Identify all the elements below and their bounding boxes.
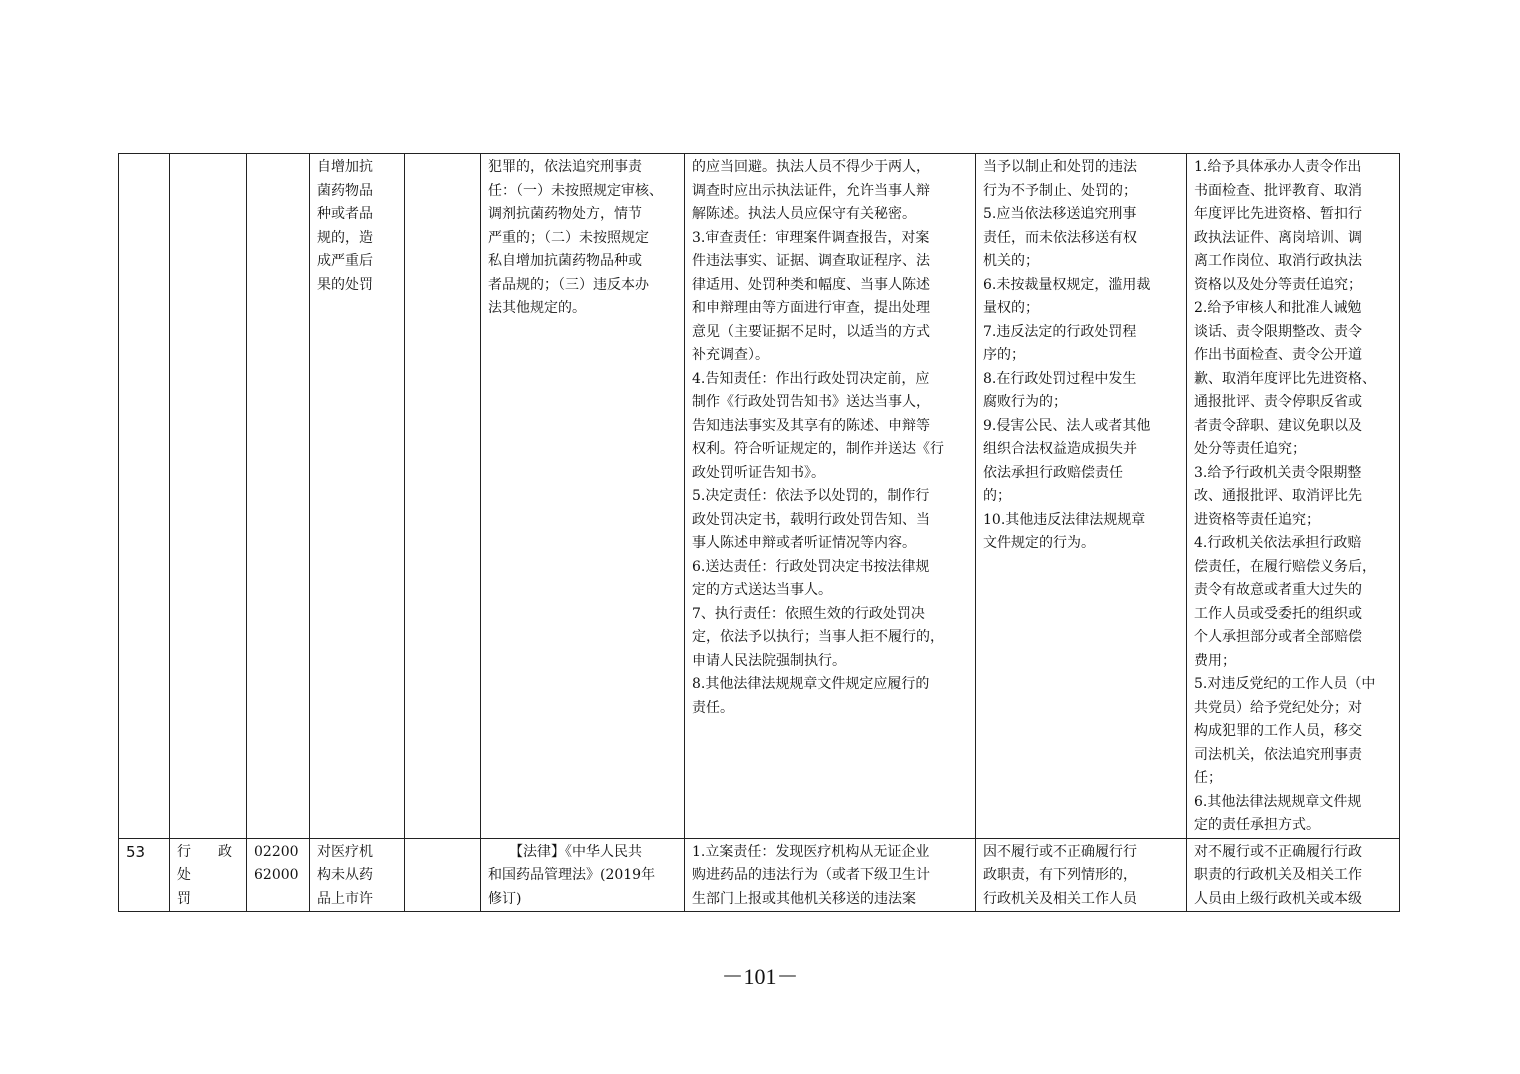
- cell-item: [310, 154, 405, 839]
- cell-basis: [481, 838, 685, 912]
- cell-line: 制作《行政处罚告知书》送达当事人，: [692, 394, 930, 410]
- cell-line: 权利。符合听证规定的，制作并送达《行: [692, 441, 944, 457]
- cell-line: 意见（主要证据不足时，以适当的方式: [692, 323, 930, 340]
- cell-line: 菌药物品: [317, 182, 373, 199]
- cell-line: 因不履行或不正确履行行: [983, 843, 1137, 860]
- cell-line: 4.行政机关依法承担行政赔: [1194, 535, 1362, 551]
- cell-line: 02200: [254, 843, 299, 860]
- cell-line: 8.在行政处罚过程中发生: [983, 370, 1137, 387]
- cell-subitem: [405, 838, 481, 912]
- cell-line: 人员由上级行政机关或本级: [1194, 890, 1362, 907]
- cell-line: 政处罚听证告知书》。: [692, 464, 825, 481]
- cell-line: 进资格等责任追究；: [1194, 511, 1320, 528]
- cell-line: 6.未按裁量权规定，滥用裁: [983, 276, 1151, 293]
- cell-line: 自增加抗: [317, 159, 373, 175]
- cell-line: 规的，造: [317, 229, 373, 246]
- table-row: [119, 838, 1400, 912]
- cell-line: 品上市许: [317, 890, 373, 907]
- cell-line: 工作人员或受委托的组织或: [1194, 605, 1362, 622]
- cell-line: 3.审查责任：审理案件调查报告，对案: [692, 229, 930, 246]
- cell-line: 7.违反法定的行政处罚程: [983, 323, 1137, 340]
- cell-line: 7、执行责任：依照生效的行政处罚决: [692, 605, 925, 622]
- cell-line: 和申辩理由等方面进行审查，提出处理: [692, 300, 930, 316]
- cell-line: 修订): [488, 890, 522, 907]
- cell-line: 事人陈述申辩或者听证情况等内容。: [692, 535, 916, 551]
- cell-line: 的；: [983, 488, 1011, 504]
- cell-line: 生部门上报或其他机关移送的违法案: [692, 890, 916, 907]
- cell-category: [170, 838, 247, 912]
- page-number: －101－: [721, 964, 799, 989]
- cell-line: 组织合法权益造成损失并: [983, 441, 1137, 457]
- cell-line: 法其他规定的。: [488, 300, 586, 316]
- cell-line: 调剂抗菌药物处方，情节: [488, 206, 642, 222]
- cell-line: 责令有故意或者重大过失的: [1194, 582, 1362, 598]
- cell-line: 构未从药: [317, 867, 373, 883]
- cell-line: 机关的；: [983, 253, 1039, 269]
- cell-line: 6.送达责任：行政处罚决定书按法律规: [692, 558, 930, 575]
- cell-code: [247, 838, 310, 912]
- cell-line: 1.给予具体承办人责令作出: [1194, 159, 1362, 175]
- cell-line: 者品规的；（三）违反本办: [488, 276, 649, 293]
- cell-line: 谈话、责令限期整改、责令: [1194, 323, 1362, 340]
- cell-basis: [481, 154, 685, 839]
- cell-no: 53: [119, 838, 170, 912]
- cell-line: 对医疗机: [317, 843, 373, 860]
- cell-line: 行政机关及相关工作人员: [983, 890, 1137, 907]
- cell-line: 腐败行为的；: [983, 394, 1067, 410]
- cell-line: 对不履行或不正确履行行政: [1194, 843, 1362, 860]
- cell-duty: [685, 838, 976, 912]
- cell-line: 犯罪的，依法追究刑事责: [488, 159, 642, 175]
- cell-line: 资格以及处分等责任追究；: [1194, 276, 1362, 293]
- cell-line: 5.对违反党纪的工作人员（中: [1194, 676, 1376, 692]
- cell-accountability-measures: [1187, 838, 1400, 912]
- cell-line: 当予以制止和处罚的违法: [983, 159, 1137, 175]
- cell-line: 定的责任承担方式。: [1194, 817, 1320, 833]
- cell-line: 量权的；: [983, 300, 1039, 316]
- cell-line: 作出书面检查、责令公开道: [1194, 347, 1362, 363]
- cell-line: 【法律】《中华人民共: [488, 843, 642, 860]
- cell-line: 构成犯罪的工作人员，移交: [1194, 723, 1362, 739]
- cell-line: 和国药品管理法》(2019年: [488, 867, 656, 883]
- cell-item: [310, 838, 405, 912]
- cell-code: [247, 154, 310, 839]
- responsibility-table: [118, 153, 1400, 912]
- cell-line: 的应当回避。执法人员不得少于两人，: [692, 159, 930, 175]
- cell-line: 定，依法予以执行；当事人拒不履行的，: [692, 629, 944, 645]
- cell-line: 任：（一）未按照规定审核、: [488, 182, 663, 199]
- cell-line: 3.给予行政机关责令限期整: [1194, 464, 1362, 481]
- cell-line: 1.立案责任：发现医疗机构从无证企业: [692, 843, 930, 860]
- cell-line: 行为不予制止、处罚的；: [983, 182, 1137, 199]
- cell-duty: [685, 154, 976, 839]
- cell-line: 告知违法事实及其享有的陈述、申辩等: [692, 417, 930, 434]
- cell-line: 文件规定的行为。: [983, 535, 1095, 551]
- cell-accountability-measures: [1187, 154, 1400, 839]
- cell-line: 定的方式送达当事人。: [692, 582, 832, 598]
- cell-line: 严重的；（二）未按照规定: [488, 229, 649, 246]
- cell-line: 成严重后: [317, 253, 373, 269]
- cell-line: 2.给予审核人和批准人诫勉: [1194, 300, 1362, 316]
- cell-line: 费用；: [1194, 652, 1236, 669]
- cell-line: 偿责任，在履行赔偿义务后，: [1194, 558, 1376, 575]
- cell-accountability-cases: [976, 154, 1187, 839]
- cell-no: [119, 154, 170, 839]
- table-row: [119, 154, 1400, 839]
- cell-line: 歉、取消年度评比先进资格、: [1194, 370, 1376, 387]
- cell-line: 书面检查、批评教育、取消: [1194, 182, 1362, 199]
- cell-line: 政职责，有下列情形的，: [983, 867, 1137, 883]
- cell-line: 8.其他法律法规规章文件规定应履行的: [692, 676, 930, 692]
- cell-line: 件违法事实、证据、调查取证程序、法: [692, 253, 930, 269]
- cell-line: 4.告知责任：作出行政处罚决定前，应: [692, 370, 930, 387]
- cell-subitem: [405, 154, 481, 839]
- cell-line: 处分等责任追究；: [1194, 441, 1306, 457]
- cell-line: 序的；: [983, 347, 1025, 363]
- cell-line: 私自增加抗菌药物品种或: [488, 253, 642, 269]
- cell-line: 9.侵害公民、法人或者其他: [983, 417, 1151, 434]
- cell-line: 律适用、处罚种类和幅度、当事人陈述: [692, 276, 930, 293]
- cell-line: 职责的行政机关及相关工作: [1194, 867, 1362, 883]
- cell-line: 解陈述。执法人员应保守有关秘密。: [692, 206, 916, 222]
- cell-line: 种或者品: [317, 206, 373, 222]
- cell-line: 改、通报批评、取消评比先: [1194, 488, 1362, 504]
- cell-line: 政执法证件、离岗培训、调: [1194, 229, 1362, 246]
- cell-line: 6.其他法律法规规章文件规: [1194, 793, 1362, 810]
- cell-line: 果的处罚: [317, 276, 373, 293]
- cell-line: 5.应当依法移送追究刑事: [983, 206, 1137, 222]
- cell-line: 5.决定责任：依法予以处罚的，制作行: [692, 488, 930, 504]
- cell-line: 年度评比先进资格、暂扣行: [1194, 206, 1362, 222]
- cell-line: 通报批评、责令停职反省或: [1194, 394, 1362, 410]
- cell-line: 62000: [254, 867, 299, 883]
- cell-line: 个人承担部分或者全部赔偿: [1194, 629, 1362, 645]
- cell-line: 10.其他违反法律法规规章: [983, 511, 1146, 528]
- cell-line: 离工作岗位、取消行政执法: [1194, 253, 1362, 269]
- cell-line: 购进药品的违法行为（或者下级卫生计: [692, 867, 930, 883]
- cell-line: 共党员）给予党纪处分；对: [1194, 699, 1362, 716]
- cell-line: 调查时应出示执法证件，允许当事人辩: [692, 182, 930, 199]
- cell-line: 司法机关，依法追究刑事责: [1194, 746, 1362, 763]
- cell-line: 申请人民法院强制执行。: [692, 652, 846, 669]
- cell-accountability-cases: [976, 838, 1187, 912]
- cell-line: 政处罚决定书，载明行政处罚告知、当: [692, 511, 930, 528]
- cell-line: 者责令辞职、建议免职以及: [1194, 417, 1362, 434]
- cell-line: 行政处: [177, 843, 241, 883]
- cell-line: 任；: [1194, 770, 1222, 786]
- cell-line: 责任。: [692, 699, 734, 716]
- cell-line: 罚: [177, 890, 200, 907]
- cell-line: 责任，而未依法移送有权: [983, 229, 1137, 246]
- cell-category: [170, 154, 247, 839]
- cell-line: 依法承担行政赔偿责任: [983, 464, 1123, 481]
- cell-line: 补充调查）。: [692, 347, 769, 363]
